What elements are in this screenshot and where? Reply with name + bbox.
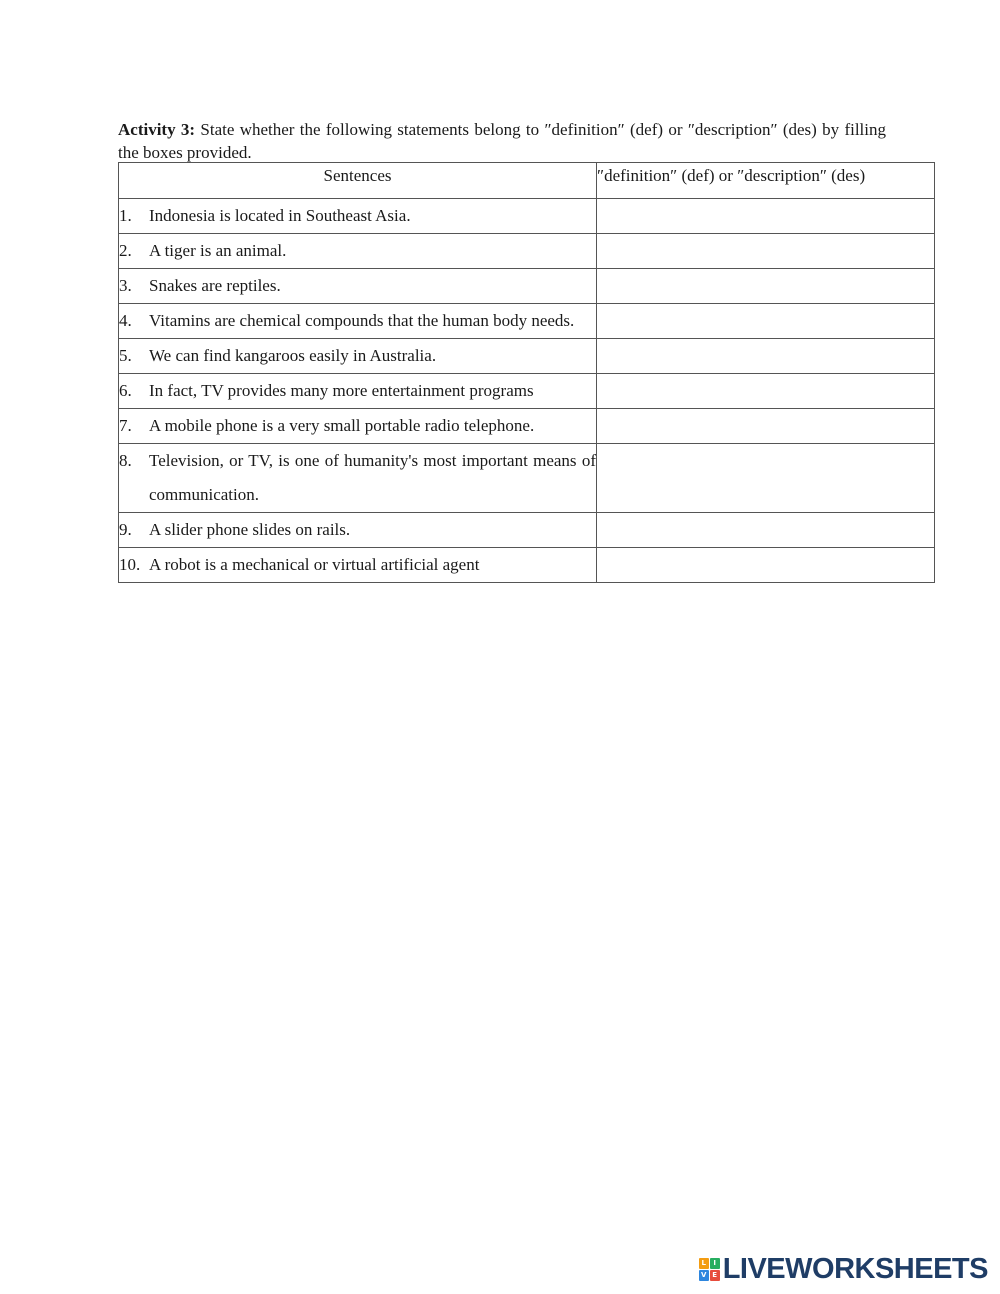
table-row bbox=[119, 304, 935, 339]
header-answer: ″definition″ (def) or ″description″ (des) bbox=[597, 163, 935, 199]
table-row bbox=[119, 374, 935, 409]
answer-box[interactable] bbox=[597, 304, 935, 339]
sentence-number: 7. bbox=[119, 416, 132, 435]
sentence-item bbox=[119, 304, 596, 338]
sentence-item bbox=[119, 513, 596, 547]
answer-box[interactable] bbox=[597, 409, 935, 444]
table-row bbox=[119, 199, 935, 234]
sentence-text: Indonesia is located in Southeast Asia. bbox=[149, 206, 411, 225]
sentence-item bbox=[119, 374, 596, 408]
sentence-item bbox=[119, 339, 596, 373]
logo-letter-tile: L bbox=[699, 1258, 709, 1269]
sentence-cell bbox=[119, 199, 597, 234]
sentence-number: 4. bbox=[119, 311, 132, 330]
table-row bbox=[119, 444, 935, 513]
sentence-cell bbox=[119, 409, 597, 444]
answer-box[interactable] bbox=[597, 234, 935, 269]
logo-text: LIVEWORKSHEETS bbox=[722, 1252, 988, 1285]
sentence-number: 9. bbox=[119, 520, 132, 539]
sentence-cell bbox=[119, 548, 597, 583]
answer-box[interactable] bbox=[597, 374, 935, 409]
sentence-cell bbox=[119, 513, 597, 548]
activity-instruction-text: State whether the following statements belong to ″definition″ (def) or ″description″ (des) by filling the boxes provided. bbox=[118, 120, 886, 162]
sentence-text: A slider phone slides on rails. bbox=[149, 520, 351, 539]
answer-box[interactable] bbox=[597, 339, 935, 374]
sentence-cell bbox=[119, 234, 597, 269]
sentence-cell bbox=[119, 269, 597, 304]
sentence-text: A robot is a mechanical or virtual artificial agent bbox=[149, 555, 480, 574]
sentence-number: 2. bbox=[119, 241, 132, 260]
sentence-text: A tiger is an animal. bbox=[149, 241, 287, 260]
activity-instructions bbox=[118, 118, 886, 164]
sentence-cell bbox=[119, 339, 597, 374]
sentence-cell bbox=[119, 304, 597, 339]
sentence-number: 6. bbox=[119, 381, 132, 400]
sentence-text: Television, or TV, is one of humanity's most important means of communication. bbox=[149, 451, 596, 504]
sentence-number: 10. bbox=[119, 555, 141, 574]
sentence-text: Vitamins are chemical compounds that the human body needs. bbox=[149, 311, 575, 330]
sentence-item bbox=[119, 269, 596, 303]
liveworksheets-logo bbox=[699, 1252, 988, 1286]
worksheet-table bbox=[118, 162, 935, 583]
sentence-text: We can find kangaroos easily in Australia. bbox=[149, 346, 437, 365]
table-row bbox=[119, 513, 935, 548]
logo-letter-tile: I bbox=[710, 1258, 720, 1269]
sentence-item bbox=[119, 548, 596, 582]
answer-box[interactable] bbox=[597, 548, 935, 583]
sentence-text: Snakes are reptiles. bbox=[149, 276, 281, 295]
answer-box[interactable] bbox=[597, 199, 935, 234]
logo-mark-icon bbox=[699, 1258, 720, 1281]
sentence-text: In fact, TV provides many more entertainment programs bbox=[149, 381, 534, 400]
sentence-number: 1. bbox=[119, 206, 132, 225]
sentence-text: A mobile phone is a very small portable radio telephone. bbox=[149, 416, 535, 435]
answer-box[interactable] bbox=[597, 513, 935, 548]
answer-box[interactable] bbox=[597, 444, 935, 513]
table-row bbox=[119, 269, 935, 304]
logo-letter-tile: E bbox=[710, 1270, 720, 1281]
table-header-row bbox=[119, 163, 935, 199]
table-row bbox=[119, 234, 935, 269]
logo-letter-tile: V bbox=[699, 1270, 709, 1281]
activity-label: Activity 3: bbox=[118, 120, 196, 139]
sentence-item bbox=[119, 199, 596, 233]
table-row bbox=[119, 409, 935, 444]
sentence-number: 5. bbox=[119, 346, 132, 365]
sentence-number: 3. bbox=[119, 276, 132, 295]
sentence-item bbox=[119, 444, 596, 512]
answer-box[interactable] bbox=[597, 269, 935, 304]
table-row bbox=[119, 548, 935, 583]
sentence-item bbox=[119, 234, 596, 268]
sentence-item bbox=[119, 409, 596, 443]
sentence-cell bbox=[119, 444, 597, 513]
table-row bbox=[119, 339, 935, 374]
sentence-number: 8. bbox=[119, 451, 132, 470]
sentence-cell bbox=[119, 374, 597, 409]
header-sentences: Sentences bbox=[119, 163, 597, 199]
